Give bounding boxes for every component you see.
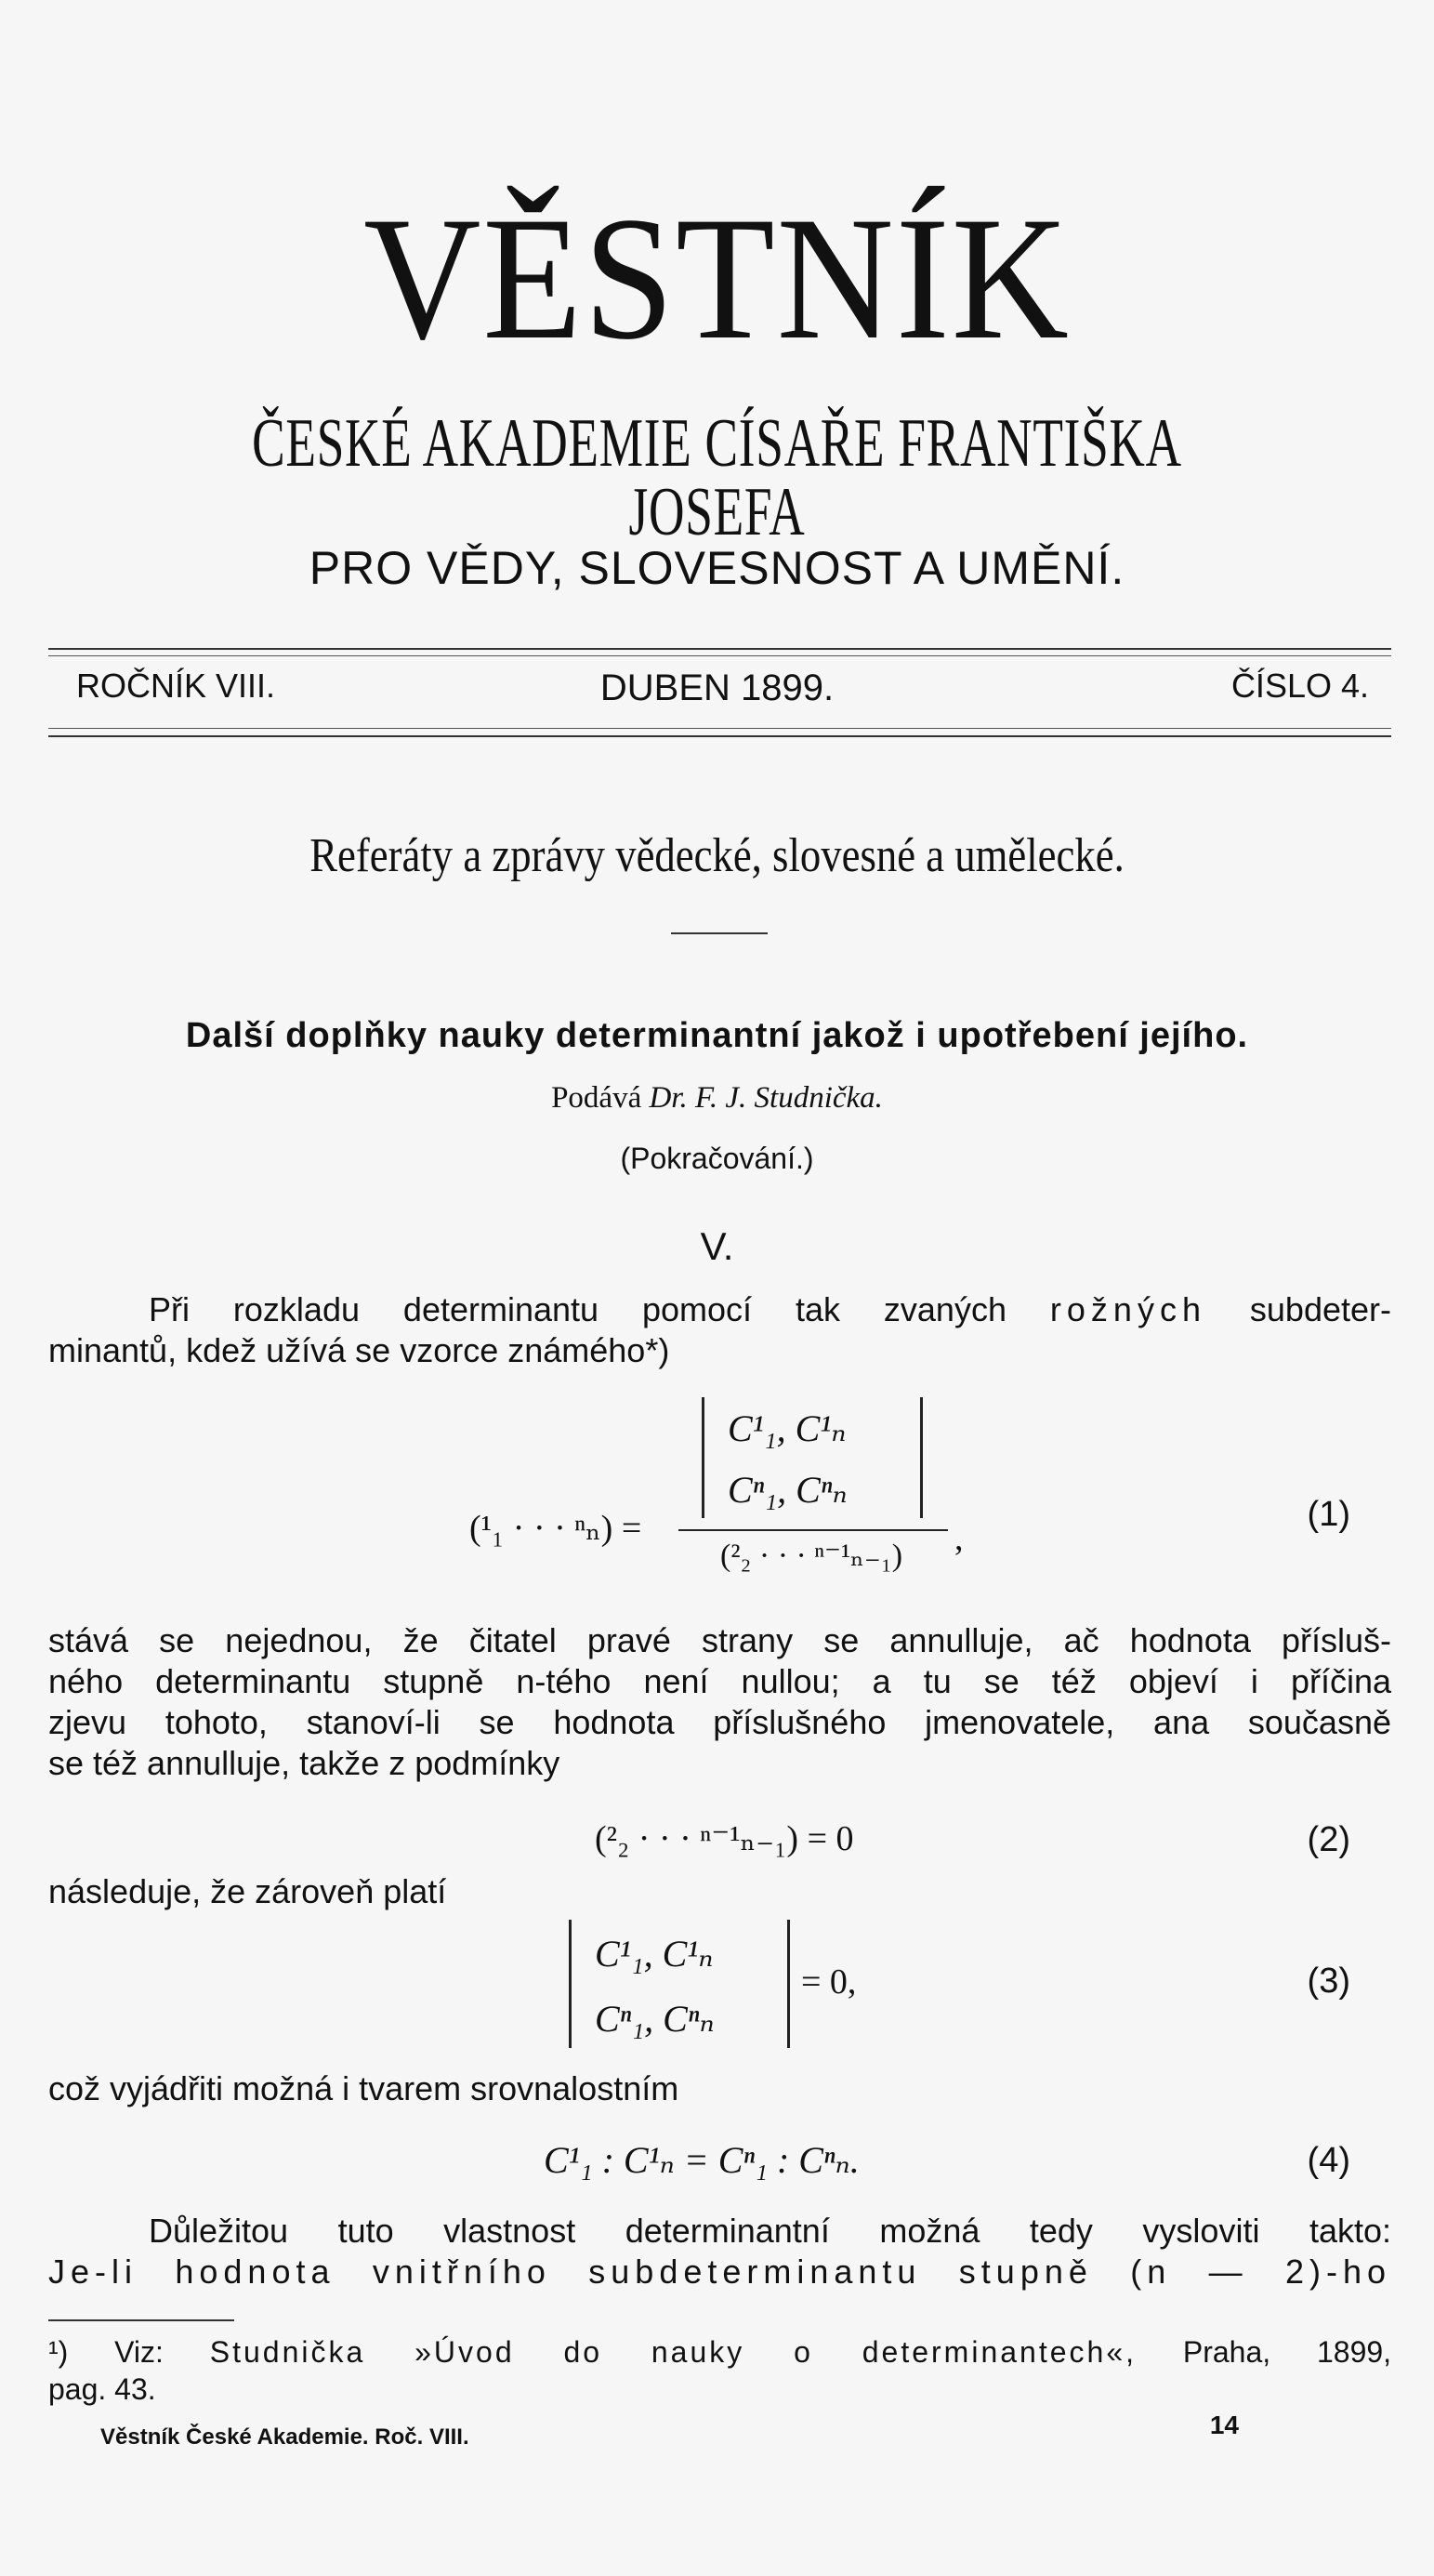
eq2-label: (2) — [1307, 1820, 1350, 1859]
section-numeral: V. — [700, 1224, 734, 1268]
footnote — [48, 2333, 1391, 2408]
equation-2: (²₂ · · · ⁿ⁻¹ₙ₋₁) = 0 — [595, 1819, 854, 1858]
header-rule-bottom-thin — [48, 728, 1391, 729]
masthead-subtitle: ČESKÉ AKADEMIE CÍSAŘE FRANTIŠKA JOSEFA — [252, 405, 1182, 550]
eq3-label: (3) — [1307, 1962, 1350, 2001]
equation-1 — [469, 1388, 967, 1574]
paragraph-4-line-1: což vyjádřiti možná i tvarem srovnalostním — [48, 2069, 679, 2107]
footer-journal: Věstník České Akademie. Roč. VIII. — [100, 2424, 469, 2450]
equation-3 — [569, 1915, 903, 2054]
paragraph-2-line-2: ného determinantu stupně n-tého není nullou; a tu se též objeví i příčina — [48, 1662, 1391, 1700]
text-run: Při rozkladu determinantu pomocí tak zvaných — [149, 1290, 1006, 1328]
paragraph-2 — [48, 1620, 1391, 1784]
eq1-numerator-row-1: C¹₁, C¹ₙ — [728, 1407, 847, 1449]
byline-prefix: Podává — [551, 1081, 642, 1115]
author-name: Dr. F. J. Studnička. — [649, 1081, 883, 1115]
paragraph-5-line-1: Důležitou tuto vlastnost determinantní možná tedy vysloviti takto: — [149, 2212, 1391, 2250]
eq1-fraction-bar — [678, 1529, 948, 1531]
paragraph-1 — [48, 1289, 1391, 1371]
article-byline — [0, 1081, 1434, 1116]
paragraph-3 — [48, 1871, 1391, 1912]
eq1-comma: , — [954, 1519, 964, 1558]
eq3-rhs: = 0, — [801, 1962, 857, 2001]
masthead-subtitle-2: PRO VĚDY, SLOVESNOST A UMĚNÍ. — [309, 542, 1125, 594]
article-title: Další doplňky nauky determinantní jakož i upotřebení jejího. — [185, 1016, 1249, 1055]
issue-volume: ROČNÍK VIII. — [76, 667, 276, 705]
section-divider — [671, 932, 768, 934]
footnote-line-1 — [48, 2333, 1391, 2371]
eq4-label: (4) — [1307, 2141, 1350, 2180]
footer-sheet-number: 14 — [1209, 2411, 1239, 2439]
paragraph-5 — [48, 2211, 1391, 2292]
paragraph-2-line-1: stává se nejednou, že čitatel pravé strany se annulluje, ač hodnota přísluš- — [48, 1621, 1391, 1659]
paragraph-1-line-2: minantů, kdež užívá se vzorce známého*) — [48, 1331, 670, 1369]
section-heading: Referáty a zprávy vědecké, slovesné a umělecké. — [309, 829, 1125, 882]
paragraph-2-line-3: zjevu tohoto, stanoví-li se hodnota příslušného jmenovatele, ana současně — [48, 1703, 1391, 1741]
text-run: subdeter- — [1249, 1290, 1391, 1328]
eq1-numerator-row-2: Cⁿ₁, Cⁿₙ — [728, 1469, 848, 1511]
footnote-citation: Studnička »Úvod do nauky o determinantech«, — [209, 2335, 1138, 2369]
emphasis-text: rožných — [1049, 1290, 1206, 1328]
footnote-line-2: pag. 43. — [48, 2372, 156, 2406]
article-continued: (Pokračování.) — [620, 1142, 814, 1175]
issue-number: ČÍSLO 4. — [1230, 667, 1369, 705]
header-rule-bottom — [48, 735, 1391, 737]
footnote-rule — [48, 2319, 234, 2321]
paragraph-1-line-1 — [48, 1289, 1391, 1330]
header-rule-top-thin — [48, 655, 1391, 656]
eq3-row-2: Cⁿ₁, Cⁿₙ — [595, 1998, 715, 2040]
issue-date: DUBEN 1899. — [599, 667, 835, 708]
eq1-label: (1) — [1307, 1495, 1350, 1534]
paragraph-5-line-2: Je-li hodnota vnitřního subdeterminantu stupně (n — 2)-ho — [48, 2252, 1391, 2291]
equation-4: C¹₁ : C¹ₙ = Cⁿ₁ : Cⁿₙ. — [544, 2139, 860, 2181]
footnote-place: Praha, 1899, — [1182, 2335, 1392, 2369]
paragraph-3-line-1: následuje, že zároveň platí — [48, 1872, 447, 1910]
eq3-row-1: C¹₁, C¹ₙ — [595, 1933, 714, 1975]
header-rule-top — [48, 648, 1391, 650]
eq1-lhs: (¹₁ · · · ⁿₙ) = — [469, 1509, 642, 1548]
masthead-title: VĚSTNÍK — [363, 181, 1071, 376]
paragraph-4 — [48, 2068, 1391, 2109]
footnote-marker: ¹) Viz: — [48, 2335, 164, 2369]
eq1-denominator: (²₂ · · · ⁿ⁻¹ₙ₋₁) — [720, 1539, 903, 1573]
paragraph-2-line-4: se též annulluje, takže z podmínky — [48, 1744, 560, 1782]
